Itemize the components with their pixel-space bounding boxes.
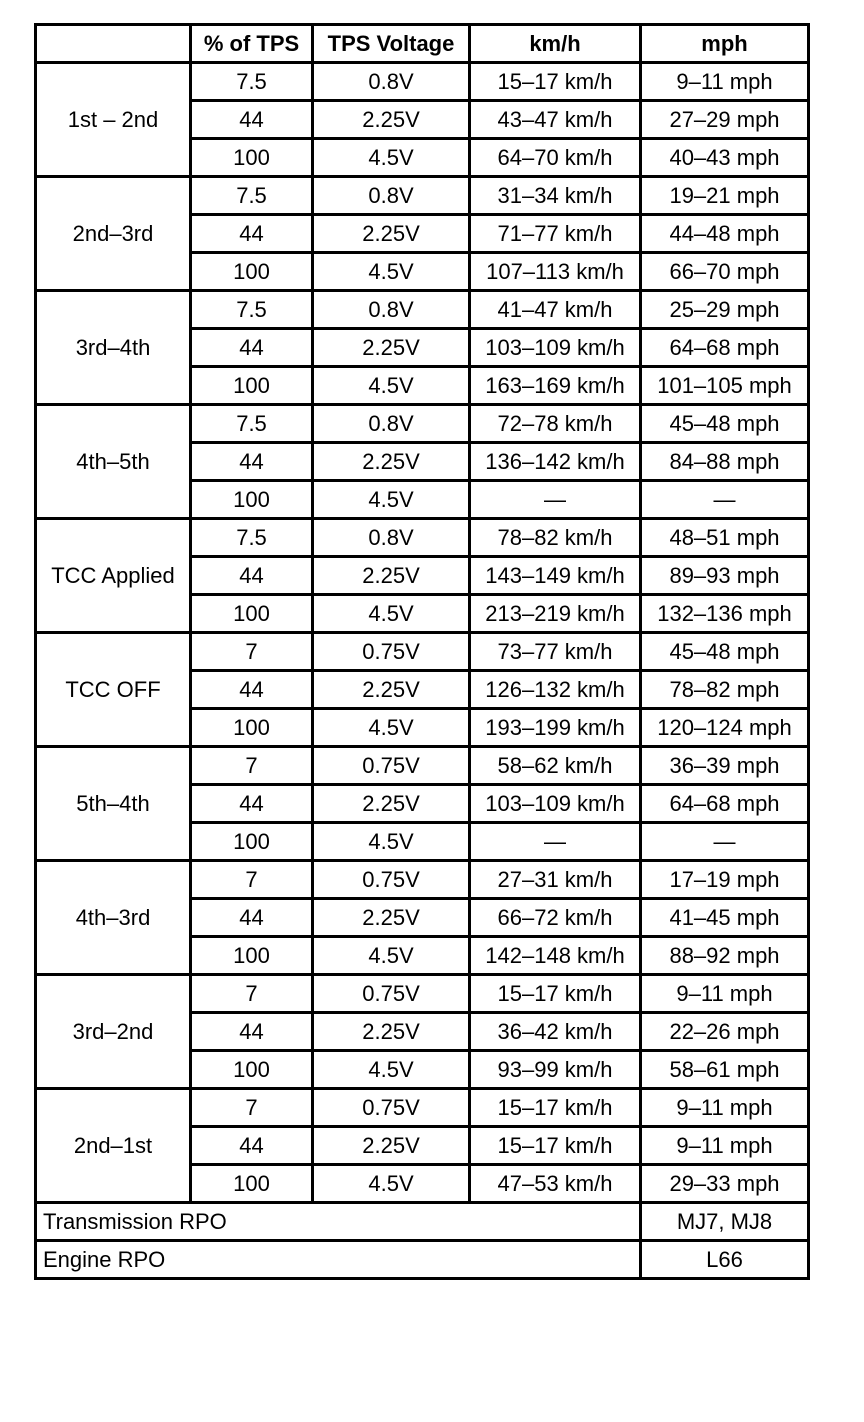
tps-voltage-cell: 4.5V xyxy=(313,367,470,405)
kmh-cell: 78–82 km/h xyxy=(470,519,641,557)
tps-voltage-cell: 2.25V xyxy=(313,1013,470,1051)
footer-row-engine-rpo xyxy=(36,1241,809,1279)
tps-percent-cell: 7 xyxy=(191,975,313,1013)
mph-cell: 44–48 mph xyxy=(641,215,809,253)
kmh-cell: 72–78 km/h xyxy=(470,405,641,443)
mph-cell: 84–88 mph xyxy=(641,443,809,481)
tps-voltage-cell: 0.75V xyxy=(313,1089,470,1127)
header-mph: mph xyxy=(641,25,809,63)
table-row xyxy=(36,63,809,101)
kmh-cell: 66–72 km/h xyxy=(470,899,641,937)
tps-percent-cell: 100 xyxy=(191,253,313,291)
mph-cell: 22–26 mph xyxy=(641,1013,809,1051)
kmh-cell: 107–113 km/h xyxy=(470,253,641,291)
mph-cell: 9–11 mph xyxy=(641,975,809,1013)
header-tps-voltage: TPS Voltage xyxy=(313,25,470,63)
tps-percent-cell: 44 xyxy=(191,443,313,481)
mph-cell: — xyxy=(641,823,809,861)
tps-voltage-cell: 0.8V xyxy=(313,63,470,101)
tps-voltage-cell: 2.25V xyxy=(313,215,470,253)
kmh-cell: 58–62 km/h xyxy=(470,747,641,785)
tps-voltage-cell: 4.5V xyxy=(313,595,470,633)
mph-cell: 66–70 mph xyxy=(641,253,809,291)
tps-voltage-cell: 2.25V xyxy=(313,1127,470,1165)
kmh-cell: 47–53 km/h xyxy=(470,1165,641,1203)
tps-percent-cell: 44 xyxy=(191,1127,313,1165)
mph-cell: 27–29 mph xyxy=(641,101,809,139)
tps-percent-cell: 44 xyxy=(191,1013,313,1051)
tps-voltage-cell: 4.5V xyxy=(313,139,470,177)
mph-cell: 88–92 mph xyxy=(641,937,809,975)
kmh-cell: 163–169 km/h xyxy=(470,367,641,405)
kmh-cell: 136–142 km/h xyxy=(470,443,641,481)
kmh-cell: 213–219 km/h xyxy=(470,595,641,633)
tps-voltage-cell: 2.25V xyxy=(313,557,470,595)
kmh-cell: 103–109 km/h xyxy=(470,329,641,367)
mph-cell: 89–93 mph xyxy=(641,557,809,595)
mph-cell: 78–82 mph xyxy=(641,671,809,709)
table-row xyxy=(36,633,809,671)
mph-cell: 101–105 mph xyxy=(641,367,809,405)
footer-row-transmission-rpo xyxy=(36,1203,809,1241)
kmh-cell: — xyxy=(470,823,641,861)
mph-cell: 17–19 mph xyxy=(641,861,809,899)
tps-percent-cell: 7.5 xyxy=(191,519,313,557)
kmh-cell: 43–47 km/h xyxy=(470,101,641,139)
mph-cell: 25–29 mph xyxy=(641,291,809,329)
tps-voltage-cell: 2.25V xyxy=(313,785,470,823)
tps-percent-cell: 100 xyxy=(191,1051,313,1089)
mph-cell: 45–48 mph xyxy=(641,633,809,671)
mph-cell: 41–45 mph xyxy=(641,899,809,937)
shift-group-label: 3rd–2nd xyxy=(36,975,191,1089)
header-row xyxy=(36,25,809,63)
kmh-cell: 15–17 km/h xyxy=(470,1089,641,1127)
shift-group-label: 4th–3rd xyxy=(36,861,191,975)
tps-percent-cell: 44 xyxy=(191,557,313,595)
table-row xyxy=(36,519,809,557)
tps-voltage-cell: 2.25V xyxy=(313,671,470,709)
tps-voltage-cell: 4.5V xyxy=(313,1051,470,1089)
tps-voltage-cell: 4.5V xyxy=(313,1165,470,1203)
kmh-cell: 193–199 km/h xyxy=(470,709,641,747)
tps-voltage-cell: 2.25V xyxy=(313,101,470,139)
kmh-cell: 126–132 km/h xyxy=(470,671,641,709)
header-blank xyxy=(36,25,191,63)
header-kmh: km/h xyxy=(470,25,641,63)
kmh-cell: — xyxy=(470,481,641,519)
kmh-cell: 93–99 km/h xyxy=(470,1051,641,1089)
kmh-cell: 36–42 km/h xyxy=(470,1013,641,1051)
tps-percent-cell: 7.5 xyxy=(191,291,313,329)
kmh-cell: 15–17 km/h xyxy=(470,1127,641,1165)
kmh-cell: 103–109 km/h xyxy=(470,785,641,823)
shift-group-label: 3rd–4th xyxy=(36,291,191,405)
mph-cell: — xyxy=(641,481,809,519)
tps-percent-cell: 44 xyxy=(191,101,313,139)
mph-cell: 9–11 mph xyxy=(641,1089,809,1127)
table-row xyxy=(36,291,809,329)
tps-percent-cell: 7.5 xyxy=(191,405,313,443)
tps-voltage-cell: 2.25V xyxy=(313,443,470,481)
mph-cell: 64–68 mph xyxy=(641,785,809,823)
tps-percent-cell: 100 xyxy=(191,367,313,405)
kmh-cell: 142–148 km/h xyxy=(470,937,641,975)
tps-voltage-cell: 4.5V xyxy=(313,253,470,291)
table-row xyxy=(36,747,809,785)
table-row xyxy=(36,405,809,443)
tps-percent-cell: 100 xyxy=(191,139,313,177)
tps-percent-cell: 44 xyxy=(191,671,313,709)
tps-percent-cell: 100 xyxy=(191,709,313,747)
shift-group-label: 2nd–3rd xyxy=(36,177,191,291)
kmh-cell: 71–77 km/h xyxy=(470,215,641,253)
shift-group-label: 5th–4th xyxy=(36,747,191,861)
mph-cell: 48–51 mph xyxy=(641,519,809,557)
mph-cell: 40–43 mph xyxy=(641,139,809,177)
tps-voltage-cell: 0.8V xyxy=(313,291,470,329)
shift-speed-table xyxy=(34,23,810,1280)
kmh-cell: 27–31 km/h xyxy=(470,861,641,899)
shift-group-label: TCC OFF xyxy=(36,633,191,747)
tps-percent-cell: 44 xyxy=(191,899,313,937)
tps-voltage-cell: 4.5V xyxy=(313,709,470,747)
tps-voltage-cell: 0.75V xyxy=(313,975,470,1013)
tps-percent-cell: 44 xyxy=(191,329,313,367)
kmh-cell: 31–34 km/h xyxy=(470,177,641,215)
kmh-cell: 41–47 km/h xyxy=(470,291,641,329)
footer-label: Engine RPO xyxy=(36,1241,641,1279)
mph-cell: 29–33 mph xyxy=(641,1165,809,1203)
tps-percent-cell: 100 xyxy=(191,1165,313,1203)
table-row xyxy=(36,861,809,899)
shift-group-label: 4th–5th xyxy=(36,405,191,519)
kmh-cell: 15–17 km/h xyxy=(470,975,641,1013)
tps-percent-cell: 7.5 xyxy=(191,63,313,101)
shift-group-label: 2nd–1st xyxy=(36,1089,191,1203)
mph-cell: 19–21 mph xyxy=(641,177,809,215)
tps-voltage-cell: 0.8V xyxy=(313,177,470,215)
mph-cell: 9–11 mph xyxy=(641,1127,809,1165)
table-body xyxy=(36,63,809,1203)
kmh-cell: 73–77 km/h xyxy=(470,633,641,671)
shift-group-label: 1st – 2nd xyxy=(36,63,191,177)
tps-percent-cell: 7.5 xyxy=(191,177,313,215)
tps-percent-cell: 7 xyxy=(191,633,313,671)
tps-voltage-cell: 4.5V xyxy=(313,481,470,519)
tps-voltage-cell: 4.5V xyxy=(313,823,470,861)
tps-percent-cell: 100 xyxy=(191,481,313,519)
mph-cell: 45–48 mph xyxy=(641,405,809,443)
mph-cell: 132–136 mph xyxy=(641,595,809,633)
footer-value: L66 xyxy=(641,1241,809,1279)
kmh-cell: 143–149 km/h xyxy=(470,557,641,595)
tps-voltage-cell: 0.8V xyxy=(313,519,470,557)
tps-percent-cell: 100 xyxy=(191,823,313,861)
table-row xyxy=(36,1089,809,1127)
mph-cell: 120–124 mph xyxy=(641,709,809,747)
mph-cell: 64–68 mph xyxy=(641,329,809,367)
tps-voltage-cell: 2.25V xyxy=(313,329,470,367)
kmh-cell: 15–17 km/h xyxy=(470,63,641,101)
tps-voltage-cell: 2.25V xyxy=(313,899,470,937)
tps-percent-cell: 100 xyxy=(191,937,313,975)
table-row xyxy=(36,975,809,1013)
tps-percent-cell: 44 xyxy=(191,215,313,253)
tps-voltage-cell: 0.75V xyxy=(313,747,470,785)
shift-group-label: TCC Applied xyxy=(36,519,191,633)
tps-percent-cell: 7 xyxy=(191,861,313,899)
footer-label: Transmission RPO xyxy=(36,1203,641,1241)
tps-voltage-cell: 0.75V xyxy=(313,861,470,899)
kmh-cell: 64–70 km/h xyxy=(470,139,641,177)
tps-percent-cell: 7 xyxy=(191,1089,313,1127)
tps-voltage-cell: 0.8V xyxy=(313,405,470,443)
header-percent-tps: % of TPS xyxy=(191,25,313,63)
footer-value: MJ7, MJ8 xyxy=(641,1203,809,1241)
tps-voltage-cell: 0.75V xyxy=(313,633,470,671)
tps-percent-cell: 100 xyxy=(191,595,313,633)
mph-cell: 58–61 mph xyxy=(641,1051,809,1089)
mph-cell: 36–39 mph xyxy=(641,747,809,785)
tps-percent-cell: 7 xyxy=(191,747,313,785)
tps-voltage-cell: 4.5V xyxy=(313,937,470,975)
tps-percent-cell: 44 xyxy=(191,785,313,823)
table-row xyxy=(36,177,809,215)
mph-cell: 9–11 mph xyxy=(641,63,809,101)
